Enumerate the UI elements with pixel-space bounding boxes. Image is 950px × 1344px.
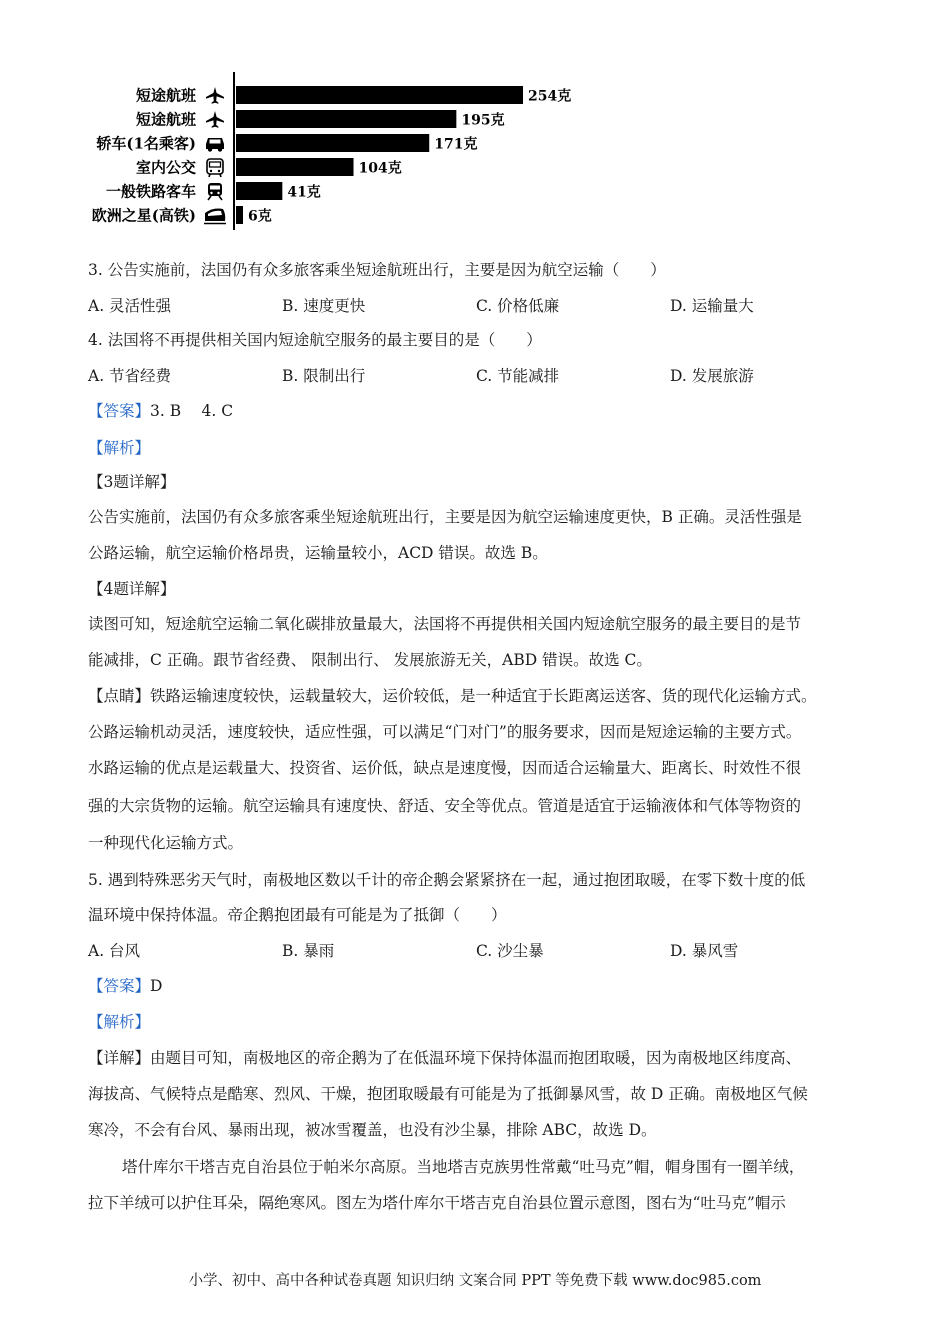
category-label: 室内公交 [135, 158, 196, 177]
page-footer: 小学、初中、高中各种试卷真题 知识归纳 文案合同 PPT 等免费下载 www.doc985.com [188, 1273, 762, 1289]
detail4-line: 读图可知，短途航空运输二氧化碳排放量最大，法国将不再提供相关国内短途航空服务的最主要目的是节 [88, 615, 802, 633]
value-label: 195克 [461, 112, 505, 129]
high-speed-train-icon [204, 209, 226, 224]
bar [236, 86, 523, 104]
bar [236, 110, 456, 128]
value-label: 41克 [287, 184, 321, 201]
value-label: 104克 [358, 160, 402, 177]
q5-option-c: C. 沙尘暴 [476, 942, 544, 960]
answer-text: D [150, 977, 163, 995]
value-label: 254克 [528, 88, 572, 105]
bar [236, 206, 243, 224]
q3-option-d: D. 运输量大 [670, 297, 754, 315]
value-label: 171克 [434, 136, 478, 153]
analysis-tag: 【解析】 [88, 439, 151, 457]
q4-option-c: C. 节能减排 [476, 367, 560, 385]
pointer-tag: 【点睛】 [88, 687, 151, 705]
q3-option-b: B. 速度更快 [282, 297, 366, 315]
detail4-tag: 【4题详解】 [88, 580, 176, 598]
detail3-line: 公告实施前，法国仍有众多旅客乘坐短途航班出行，主要是因为航空运输速度更快，B 正确。灵活性强是 [88, 508, 802, 526]
airplane-icon [206, 87, 224, 104]
q5-option-a: A. 台风 [88, 942, 141, 960]
pointer-first-line [88, 685, 817, 707]
category-label: 欧洲之星(高铁) [91, 206, 196, 225]
detail5-line: 寒冷，不会有台风、暴雨出现，被冰雪覆盖，也没有沙尘暴，排除 ABC，故选 D。 [88, 1121, 657, 1139]
answer-5 [88, 975, 162, 997]
category-label: 一般铁路客车 [105, 182, 196, 201]
q5-option-d: D. 暴风雪 [670, 942, 739, 960]
q5-stem-line: 5. 遇到特殊恶劣天气时，南极地区数以千计的帝企鹅会紧紧挤在一起，通过抱团取暖，在零下数十度的低 [88, 871, 806, 889]
bar [236, 158, 354, 176]
pointer-line: 强的大宗货物的运输。航空运输具有速度快、舒适、安全等优点。管道是适宜于运输液体和气体等物资的 [88, 797, 802, 815]
pointer-text: 铁路运输速度较快，运载量较大，运价较低，是一种适宜于长距离运送客、货的现代化运输方式。 [150, 687, 817, 705]
passage-line: 塔什库尔干塔吉克自治县位于帕米尔高原。当地塔吉克族男性常戴“吐马克”帽，帽身围有一圈羊绒， [122, 1158, 805, 1176]
category-label: 短途航班 [135, 110, 196, 129]
q3-option-c: C. 价格低廉 [476, 297, 560, 315]
bus-icon [207, 159, 223, 177]
category-label: 短途航班 [135, 86, 196, 105]
bar [236, 182, 282, 200]
analysis-tag: 【解析】 [88, 1013, 151, 1031]
q4-option-a: A. 节省经费 [88, 367, 172, 385]
passage-line: 拉下羊绒可以护住耳朵，隔绝寒风。图左为塔什库尔干塔吉克自治县位置示意图，图右为“吐马克”帽示 [88, 1194, 786, 1212]
pointer-line: 公路运输机动灵活，速度较快，适应性强，可以满足“门对门”的服务要求，因而是短途运输的主要方式。 [88, 723, 802, 741]
detail5-text: 由题目可知，南极地区的帝企鹅为了在低温环境下保持体温而抱团取暖，因为南极地区纬度高、 [150, 1049, 802, 1067]
q4-stem: 4. 法国将不再提供相关国内短途航空服务的最主要目的是（ ） [88, 331, 542, 349]
answer-34 [88, 400, 233, 422]
detail5-first-line [88, 1047, 801, 1069]
detail3-tag: 【3题详解】 [88, 473, 176, 491]
q4-option-d: D. 发展旅游 [670, 367, 754, 385]
airplane-icon [206, 111, 224, 128]
detail5-tag: 【详解】 [88, 1049, 151, 1067]
category-label: 轿车(1名乘客) [96, 134, 196, 153]
pointer-line: 水路运输的优点是运载量大、投资省、运价低，缺点是速度慢，因而适合运输量大、距离长、时效性不很 [88, 759, 802, 777]
bar [236, 134, 429, 152]
detail4-line: 能减排，C 正确。跟节省经费、 限制出行、 发展旅游无关，ABD 错误。故选 C。 [88, 651, 652, 669]
detail3-line: 公路运输，航空运输价格昂贵，运输量较小，ACD 错误。故选 B。 [88, 544, 548, 562]
value-label: 6克 [248, 208, 272, 225]
car-icon [206, 138, 224, 152]
q5-stem-line: 温环境中保持体温。帝企鹅抱团最有可能是为了抵御（ ） [88, 906, 507, 924]
detail5-line: 海拔高、气候特点是酷寒、烈风、干燥，抱团取暖最有可能是为了抵御暴风雪，故 D 正确。南极地区气候 [88, 1085, 808, 1103]
answer-text: 3. B 4. C [150, 402, 234, 420]
q4-option-b: B. 限制出行 [282, 367, 366, 385]
emissions-bar-chart [0, 0, 600, 240]
answer-tag: 【答案】 [88, 402, 151, 420]
answer-tag: 【答案】 [88, 977, 151, 995]
q3-stem: 3. 公告实施前，法国仍有众多旅客乘坐短途航班出行，主要是因为航空运输（ ） [88, 261, 666, 279]
train-icon [208, 183, 222, 200]
q5-option-b: B. 暴雨 [282, 942, 335, 960]
q3-option-a: A. 灵活性强 [88, 297, 172, 315]
pointer-line: 一种现代化运输方式。 [88, 834, 244, 852]
